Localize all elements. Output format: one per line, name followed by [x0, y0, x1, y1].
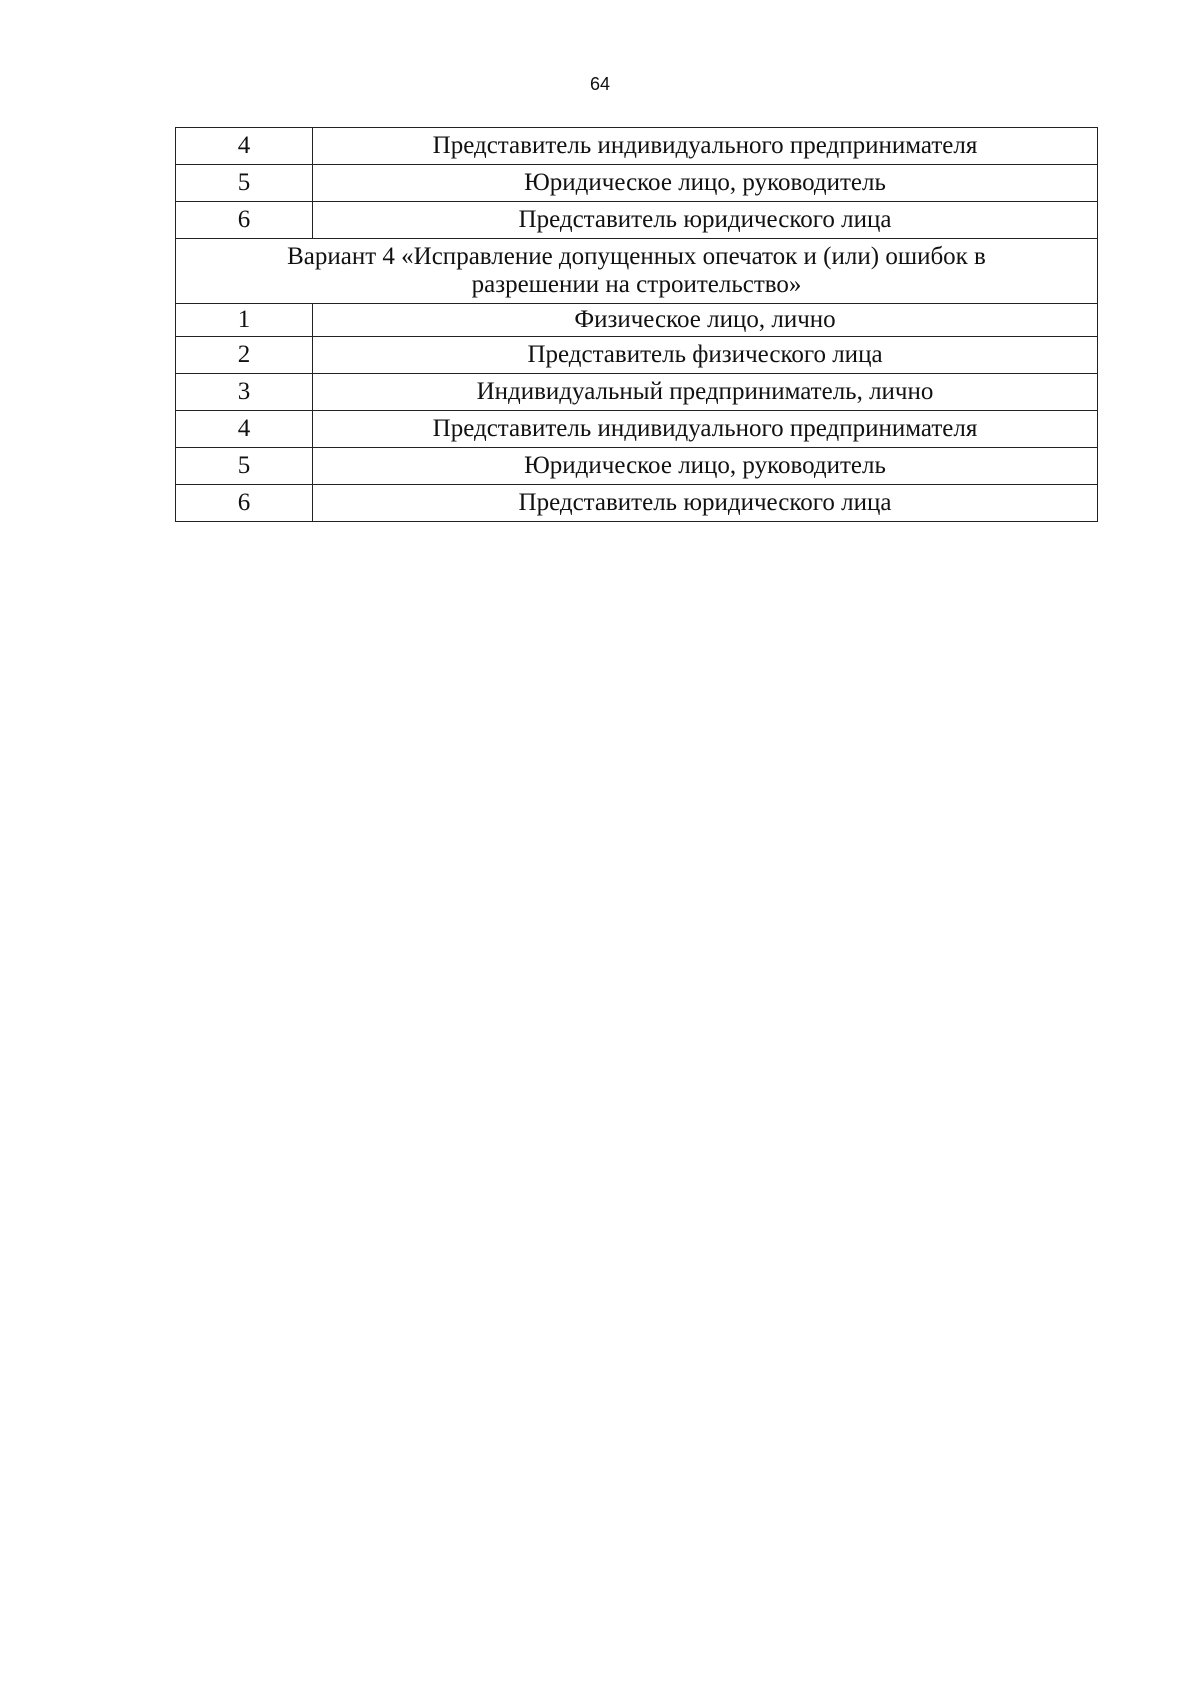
row-number: 6 — [176, 202, 313, 239]
row-text: Индивидуальный предприниматель, лично — [313, 374, 1098, 411]
row-text: Представитель физического лица — [313, 337, 1098, 374]
table-row — [176, 485, 1098, 522]
row-number: 5 — [176, 448, 313, 485]
variant-header — [176, 239, 1098, 304]
row-text: Представитель юридического лица — [313, 202, 1098, 239]
row-text: Представитель индивидуального предпринимателя — [313, 411, 1098, 448]
table-row — [176, 411, 1098, 448]
table-row — [176, 448, 1098, 485]
table-row — [176, 202, 1098, 239]
variant-header-line1: Вариант 4 «Исправление допущенных опечаток и (или) ошибок в — [287, 243, 986, 270]
row-text: Юридическое лицо, руководитель — [313, 165, 1098, 202]
variant-header-line2: разрешении на строительство» — [471, 271, 802, 298]
table-row — [176, 374, 1098, 411]
row-text: Юридическое лицо, руководитель — [313, 448, 1098, 485]
table-row — [176, 337, 1098, 374]
variant-header-row — [176, 239, 1098, 304]
row-text: Представитель индивидуального предпринимателя — [313, 128, 1098, 165]
applicant-table — [175, 127, 1098, 522]
table-row — [176, 304, 1098, 337]
table-row — [176, 128, 1098, 165]
row-number: 4 — [176, 128, 313, 165]
row-number: 2 — [176, 337, 313, 374]
row-text: Физическое лицо, лично — [313, 304, 1098, 337]
row-number: 5 — [176, 165, 313, 202]
row-number: 3 — [176, 374, 313, 411]
row-number: 4 — [176, 411, 313, 448]
row-text: Представитель юридического лица — [313, 485, 1098, 522]
page-number: 64 — [589, 74, 611, 94]
row-number: 6 — [176, 485, 313, 522]
row-number: 1 — [176, 304, 313, 337]
table-row — [176, 165, 1098, 202]
